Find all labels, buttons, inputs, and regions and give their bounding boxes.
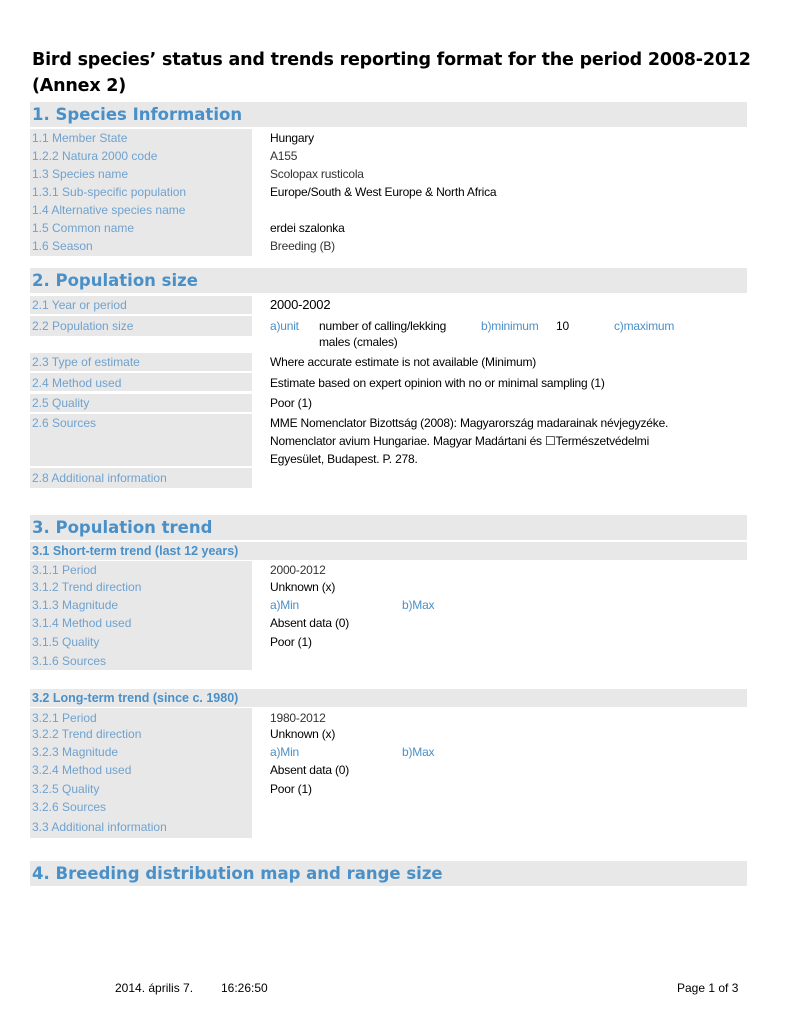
footer-date: 2014. április 7. (115, 981, 194, 995)
value-long-quality: Poor (1) (270, 782, 312, 796)
value-long-method-used: Absent data (0) (270, 763, 350, 777)
value-short-quality: Poor (1) (270, 635, 312, 649)
value-short-period: 2000-2012 (270, 563, 326, 577)
label-type-of-estimate: 2.3 Type of estimate (32, 355, 140, 369)
short-magnitude-max-label: b)Max (402, 598, 435, 612)
label-long-method-used: 3.2.4 Method used (32, 763, 132, 777)
sources-line-3: Egyesület, Budapest. P. 278. (270, 452, 418, 466)
section-3-heading: 3. Population trend (30, 515, 747, 540)
footer-time: 16:26:50 (221, 981, 268, 995)
unit-value-line-1: number of calling/lekking (319, 319, 447, 333)
value-long-period: 1980-2012 (270, 711, 326, 725)
value-common-name: erdei szalonka (270, 221, 345, 235)
value-quality: Poor (1) (270, 396, 312, 410)
label-method-used: 2.4 Method used (32, 376, 122, 390)
value-type-of-estimate: Where accurate estimate is not available (Minimum) (270, 355, 537, 369)
label-population-size: 2.2 Population size (32, 319, 134, 333)
section-1-heading: 1. Species Information (30, 102, 747, 127)
value-method-used: Estimate based on expert opinion with no or minimal sampling (1) (270, 376, 605, 390)
sources-line-2: Nomenclator avium Hungariae. Magyar Madártani és ☐Természetvédelmi (270, 434, 650, 448)
minimum-value: 10 (556, 319, 569, 333)
label-long-quality: 3.2.5 Quality (32, 782, 100, 796)
label-common-name: 1.5 Common name (32, 221, 135, 235)
label-year-or-period: 2.1 Year or period (32, 298, 127, 312)
label-long-period: 3.2.1 Period (32, 711, 97, 725)
long-term-trend-heading: 3.2 Long-term trend (since c. 1980) (30, 689, 747, 707)
label-long-trend-direction: 3.2.2 Trend direction (32, 727, 142, 741)
title-line-1: Bird species’ status and trends reporting format for the period 2008-2012 (32, 50, 751, 70)
footer-page-number: Page 1 of 3 (677, 981, 739, 995)
label-long-sources: 3.2.6 Sources (32, 800, 107, 814)
label-trend-additional-information: 3.3 Additional information (32, 820, 167, 834)
label-sources: 2.6 Sources (32, 416, 97, 430)
unit-value-line-2: males (cmales) (319, 335, 398, 349)
short-term-trend-heading: 3.1 Short-term trend (last 12 years) (30, 542, 747, 560)
label-short-quality: 3.1.5 Quality (32, 635, 100, 649)
label-subspecific-population: 1.3.1 Sub-specific population (32, 185, 187, 199)
value-year-or-period: 2000-2002 (270, 297, 331, 312)
value-short-trend-direction: Unknown (x) (270, 580, 336, 594)
label-natura-code: 1.2.2 Natura 2000 code (32, 149, 158, 163)
label-additional-information: 2.8 Additional information (32, 471, 167, 485)
label-short-sources: 3.1.6 Sources (32, 654, 107, 668)
minimum-label: b)minimum (481, 319, 539, 333)
long-magnitude-max-label: b)Max (402, 745, 435, 759)
label-short-method-used: 3.1.4 Method used (32, 616, 132, 630)
label-alternative-species-name: 1.4 Alternative species name (32, 203, 186, 217)
value-species-name: Scolopax rusticola (270, 167, 364, 181)
label-species-name: 1.3 Species name (32, 167, 129, 181)
value-short-method-used: Absent data (0) (270, 616, 350, 630)
label-short-magnitude: 3.1.3 Magnitude (32, 598, 119, 612)
value-member-state: Hungary (270, 131, 314, 145)
value-subspecific-population: Europe/South & West Europe & North Africa (270, 185, 497, 199)
label-long-magnitude: 3.2.3 Magnitude (32, 745, 119, 759)
value-long-trend-direction: Unknown (x) (270, 727, 336, 741)
sources-line-1: MME Nomenclator Bizottság (2008): Magyarország madarainak névjegyzéke. (270, 416, 669, 430)
section-2-heading: 2. Population size (30, 268, 747, 293)
value-natura-code: A155 (270, 149, 298, 163)
maximum-label: c)maximum (614, 319, 675, 333)
label-quality: 2.5 Quality (32, 396, 90, 410)
short-magnitude-min-label: a)Min (270, 598, 300, 612)
value-season: Breeding (B) (270, 239, 335, 253)
unit-label: a)unit (270, 319, 299, 333)
section-4-heading: 4. Breeding distribution map and range size (30, 861, 747, 886)
document-title (32, 47, 762, 99)
label-member-state: 1.1 Member State (32, 131, 128, 145)
title-line-2: (Annex 2) (32, 76, 127, 96)
label-season: 1.6 Season (32, 239, 93, 253)
label-short-period: 3.1.1 Period (32, 563, 97, 577)
label-short-trend-direction: 3.1.2 Trend direction (32, 580, 142, 594)
long-magnitude-min-label: a)Min (270, 745, 300, 759)
